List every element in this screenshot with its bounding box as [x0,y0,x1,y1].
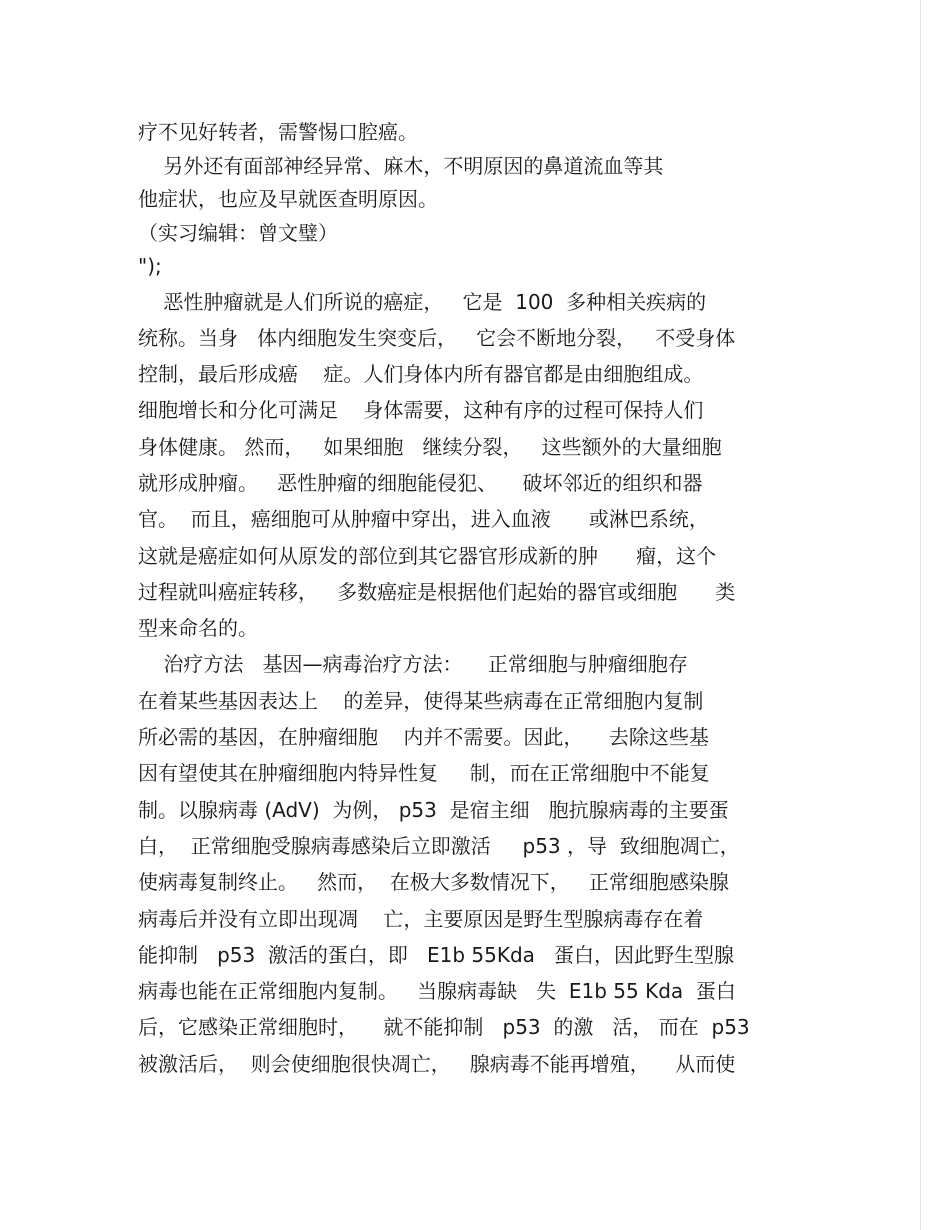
text-line: "); [138,254,162,278]
text-line: 另外还有面部神经异常、麻木，不明原因的鼻道流血等其 [138,153,664,178]
text-line: 疗不见好转者，需警惕口腔癌。 [138,120,418,144]
text-line: 细胞增长和分化可满足 身体需要，这种有序的过程可保持人们 [138,398,704,423]
text-line: 恶性肿瘤就是人们所说的癌症， 它是 100 多种相关疾病的 [138,289,707,314]
text-line: 因有望使其在肿瘤细胞内特异性复 制，而在正常细胞中不能复 [138,761,710,786]
text-line: 控制，最后形成癌 症。人们身体内所有器官都是由细胞组成。 [138,362,704,387]
text-line: 病毒后并没有立即出现凋 亡，主要原因是野生型腺病毒存在着 [138,906,704,931]
text-line: 这就是癌症如何从原发的部位到其它器官形成新的肿 瘤，这个 [138,543,717,568]
text-line: 在着某些基因表达上 的差异，使得某些病毒在正常细胞内复制 [138,688,704,713]
text-line: 他症状，也应及早就医查明原因。 [138,187,438,211]
text-line: （实习编辑：曾文璧） [138,220,338,245]
text-line: 病毒也能在正常细胞内复制。 当腺病毒缺 失 E1b 55 Kda 蛋白 [138,979,736,1004]
text-line: 制。以腺病毒 (AdV) 为例， p53 是宿主细 胞抗腺病毒的主要蛋 [138,797,729,822]
text-line: 所必需的基因，在肿瘤细胞 内并不需要。因此， 去除这些基 [138,725,709,750]
text-line: 官。 而且，癌细胞可从肿瘤中穿出，进入血液 或淋巴系统， [138,507,709,532]
text-line: 就形成肿瘤。 恶性肿瘤的细胞能侵犯、 破坏邻近的组织和器 [138,470,703,495]
body-text [138,116,818,1082]
text-line: 能抑制 p53 激活的蛋白，即 E1b 55Kda 蛋白，因此野生型腺 [138,942,735,967]
text-line: 治疗方法 基因—病毒治疗方法： 正常细胞与肿瘤细胞存 [138,652,688,677]
text-line: 过程就叫癌症转移， 多数癌症是根据他们起始的器官或细胞 类 [138,579,736,604]
text-line: 白， 正常细胞受腺病毒感染后立即激活 p53 ，导 致细胞凋亡， [138,833,740,858]
text-line: 使病毒复制终止。 然而， 在极大多数情况下， 正常细胞感染腺 [138,870,729,895]
text-line: 后，它感染正常细胞时， 就不能抑制 p53 的激 活， 而在 p53 [138,1015,750,1040]
text-line: 型来命名的。 [138,616,258,641]
text-line: 统称。当身 体内细胞发生突变后， 它会不断地分裂， 不受身体 [138,325,736,350]
text-line: 被激活后， 则会使细胞很快凋亡， 腺病毒不能再增殖， 从而使 [138,1051,736,1076]
text-line: 身体健康。 然而， 如果细胞 继续分裂， 这些额外的大量细胞 [138,434,722,459]
